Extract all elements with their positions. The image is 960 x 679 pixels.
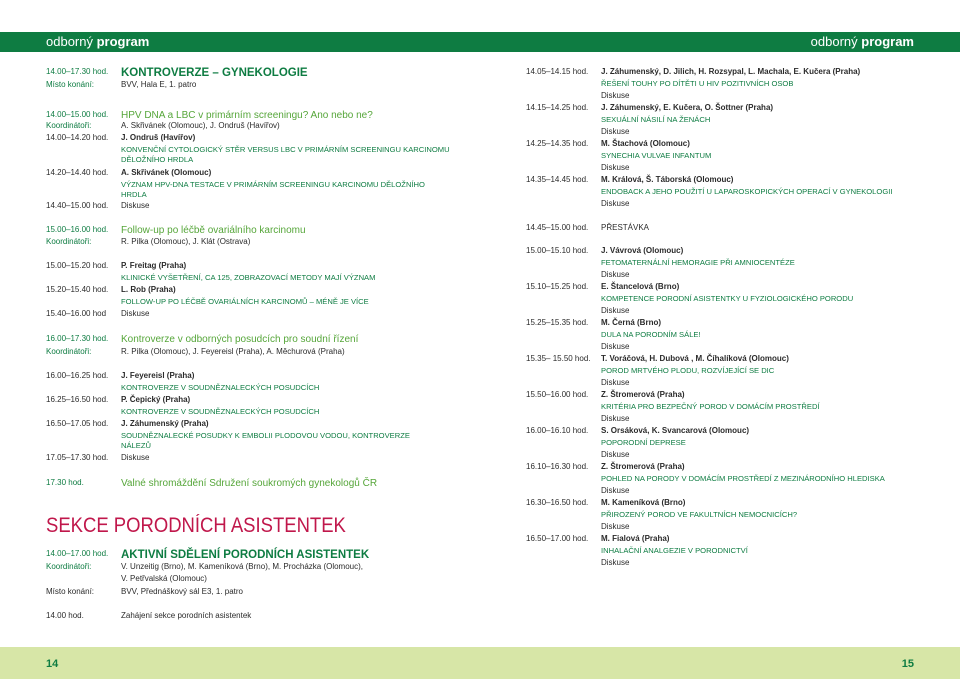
- header-word1-right: odborný: [810, 34, 858, 49]
- s4-i1-speaker: P. Čepický (Praha): [121, 395, 191, 404]
- s4-time: 16.00–17.30 hod.: [46, 334, 109, 343]
- s2-i0-speaker: J. Ondruš (Havířov): [121, 133, 196, 142]
- q4-time: 15.50–16.00 hod.: [526, 390, 589, 399]
- q5-speaker: S. Orsáková, K. Svancarová (Olomouc): [601, 426, 750, 435]
- s3-title: Follow-up po léčbě ovariálního karcinomu: [121, 225, 306, 236]
- q6-disc: Diskuse: [601, 486, 630, 495]
- header-bar-right: [480, 32, 960, 52]
- s3-coord: R. Pilka (Olomouc), J. Klát (Ostrava): [121, 237, 251, 246]
- s3-i1-time: 15.20–15.40 hod.: [46, 285, 109, 294]
- s2-i2-speaker: Diskuse: [121, 201, 150, 210]
- s4-i3-speaker: Diskuse: [121, 453, 150, 462]
- q3-disc: Diskuse: [601, 378, 630, 387]
- s6-place-label: Místo konání:: [46, 587, 95, 596]
- s1-place: BVV, Hala E, 1. patro: [121, 80, 197, 89]
- s3-i0-time: 15.00–15.20 hod.: [46, 261, 109, 270]
- s2-i0-time: 14.00–14.20 hod.: [46, 133, 109, 142]
- q0-time: 15.00–15.10 hod.: [526, 246, 589, 255]
- r3-speaker: M. Králová, Š. Táborská (Olomouc): [601, 175, 734, 184]
- q8-speaker: M. Fialová (Praha): [601, 534, 670, 543]
- q2-speaker: M. Černá (Brno): [601, 318, 661, 327]
- r2-speaker: M. Štachová (Olomouc): [601, 139, 690, 148]
- s2-time: 14.00–15.00 hod.: [46, 110, 109, 119]
- s2-i1-topic: VÝZNAM HPV-DNA TESTACE V PRIMÁRNÍM SCREENINGU KARCINOMU DĚLOŽNÍHO HRDLA: [121, 180, 425, 199]
- r3-disc: Diskuse: [601, 199, 630, 208]
- r1-time: 14.15–14.25 hod.: [526, 103, 589, 112]
- q4-disc: Diskuse: [601, 414, 630, 423]
- page-number-left: 14: [46, 658, 59, 670]
- s4-i3-time: 17.05–17.30 hod.: [46, 453, 109, 462]
- s5-title: Valné shromáždění Sdružení soukromých gynekologů ČR: [121, 478, 378, 489]
- page-number-right: 15: [901, 658, 914, 670]
- s1-time: 14.00–17.30 hod.: [46, 67, 109, 76]
- s4-coord: R. Pilka (Olomouc), J. Feyereisl (Praha), A. Měchurová (Praha): [121, 347, 345, 356]
- s3-i1-topic: FOLLOW-UP PO LÉČBĚ OVARIÁLNÍCH KARCINOMŮ – MÉNĚ JE VÍCE: [121, 297, 369, 306]
- q7-topic: PŘIROZENÝ POROD VE FAKULTNÍCH NEMOCNICÍCH?: [601, 510, 798, 519]
- q7-time: 16.30–16.50 hod.: [526, 498, 589, 507]
- r0-speaker: J. Záhumenský, D. Jilich, H. Rozsypal, L. Machala, E. Kučera (Praha): [601, 67, 861, 76]
- footer-left: [0, 647, 480, 679]
- q8-disc: Diskuse: [601, 558, 630, 567]
- q8-topic: INHALAČNÍ ANALGEZIE V PORODNICTVÍ: [601, 546, 748, 555]
- s3-i0-speaker: P. Freitag (Praha): [121, 261, 187, 270]
- q1-disc: Diskuse: [601, 306, 630, 315]
- s4-coord-label: Koordinátoři:: [46, 347, 92, 356]
- s2-title: HPV DNA a LBC v primárním screeningu? Ano nebo ne?: [121, 110, 373, 121]
- r1-speaker: J. Záhumenský, E. Kučera, O. Šottner (Praha): [601, 103, 774, 112]
- header-word1-left: odborný: [46, 34, 93, 49]
- q5-disc: Diskuse: [601, 450, 630, 459]
- s6-place: BVV, Přednáškový sál E3, 1. patro: [121, 587, 243, 596]
- s1-place-label: Místo konání:: [46, 80, 95, 89]
- s3-i2-time: 15.40–16.00 hod: [46, 309, 107, 318]
- s4-i2-topic: SOUDNĚZNALECKÉ POSUDKY K EMBOLII PLODOVOU VODOU, KONTROVERZE NÁLEZŮ: [121, 431, 410, 450]
- r0-disc: Diskuse: [601, 91, 630, 100]
- q0-disc: Diskuse: [601, 270, 630, 279]
- q3-speaker: T. Voráčová, H. Dubová , M. Číhalíková (Olomouc): [601, 354, 789, 363]
- s4-i2-time: 16.50–17.05 hod.: [46, 419, 109, 428]
- s4-title: Kontroverze v odborných posudcích pro soudní řízení: [121, 334, 359, 345]
- q7-speaker: M. Kameníková (Brno): [601, 498, 686, 507]
- s6-time: 14.00–17.00 hod.: [46, 549, 109, 558]
- r2-topic: SYNECHIA VULVAE INFANTUM: [601, 151, 712, 160]
- s5-time: 17.30 hod.: [46, 478, 84, 487]
- q4-speaker: Z. Štromerová (Praha): [601, 390, 685, 399]
- q1-speaker: E. Štancelová (Brno): [601, 282, 680, 291]
- s3-i0-topic: KLINICKÉ VYŠETŘENÍ, CA 125, ZOBRAZOVACÍ METODY MAJÍ VÝZNAM: [121, 273, 376, 282]
- s1-title: KONTROVERZE – GYNEKOLOGIE: [121, 67, 308, 79]
- s7-title: Zahájení sekce porodních asistentek: [121, 611, 252, 620]
- s2-coord: A. Skřivánek (Olomouc), J. Ondruš (Havířov): [121, 121, 280, 130]
- s2-i0-topic: KONVENČNÍ CYTOLOGICKÝ STĚR VERSUS LBC V PRIMÁRNÍM SCREENINGU KARCINOMU DĚLOŽNÍHO HRDLA: [121, 145, 450, 164]
- q0-topic: FETOMATERNÁLNÍ HEMORAGIE PŘI AMNIOCENTÉZE: [601, 258, 795, 267]
- footer-right: [480, 647, 960, 679]
- q4-topic: KRITÉRIA PRO BEZPEČNÝ POROD V DOMÁCÍM PROSTŘEDÍ: [601, 402, 820, 411]
- q5-topic: POPORODNÍ DEPRESE: [601, 438, 686, 447]
- q6-speaker: Z. Štromerová (Praha): [601, 462, 685, 471]
- pause-time: 14.45–15.00 hod.: [526, 223, 589, 232]
- r3-topic: ENDOBACK A JEHO POUŽITÍ U LAPAROSKOPICKÝCH OPERACÍ V GYNEKOLOGII: [601, 187, 893, 196]
- s4-i0-speaker: J. Feyereisl (Praha): [121, 371, 195, 380]
- r3-time: 14.35–14.45 hod.: [526, 175, 589, 184]
- q2-time: 15.25–15.35 hod.: [526, 318, 589, 327]
- header-bar-left: [0, 32, 480, 52]
- r1-topic: SEXUÁLNÍ NÁSILÍ NA ŽENÁCH: [601, 115, 711, 124]
- s3-i2-speaker: Diskuse: [121, 309, 150, 318]
- s2-i1-time: 14.20–14.40 hod.: [46, 168, 109, 177]
- q3-topic: POROD MRTVÉHO PLODU, ROZVÍJEJÍCÍ SE DIC: [601, 366, 775, 375]
- q3-time: 15.35– 15.50 hod.: [526, 354, 591, 363]
- s2-i1-speaker: A. Skřivánek (Olomouc): [121, 168, 212, 177]
- s2-coord-label: Koordinátoři:: [46, 121, 92, 130]
- q0-speaker: J. Vávrová (Olomouc): [601, 246, 684, 255]
- s6-coord-label: Koordinátoři:: [46, 562, 92, 571]
- q5-time: 16.00–16.10 hod.: [526, 426, 589, 435]
- q7-disc: Diskuse: [601, 522, 630, 531]
- q6-topic: POHLED NA PORODY V DOMÁCÍM PROSTŘEDÍ Z MEZINÁRODNÍHO HLEDISKA: [601, 474, 885, 483]
- s3-i1-speaker: L. Rob (Praha): [121, 285, 176, 294]
- s2-i2-time: 14.40–15.00 hod.: [46, 201, 109, 210]
- s4-i1-topic: KONTROVERZE V SOUDNĚZNALECKÝCH POSUDCÍCH: [121, 407, 320, 416]
- s3-coord-label: Koordinátoři:: [46, 237, 92, 246]
- r1-disc: Diskuse: [601, 127, 630, 136]
- r2-time: 14.25–14.35 hod.: [526, 139, 589, 148]
- pause-label: PŘESTÁVKA: [601, 223, 650, 232]
- s6-coord1: V. Unzeitig (Brno), M. Kameníková (Brno), M. Procházka (Olomouc),: [121, 562, 364, 571]
- s4-i0-topic: KONTROVERZE V SOUDNĚZNALECKÝCH POSUDCÍCH: [121, 383, 320, 392]
- s4-i1-time: 16.25–16.50 hod.: [46, 395, 109, 404]
- q8-time: 16.50–17.00 hod.: [526, 534, 589, 543]
- s7-time: 14.00 hod.: [46, 611, 84, 620]
- q1-topic: KOMPETENCE PORODNÍ ASISTENTKY U FYZIOLOGICKÉHO PORODU: [601, 294, 854, 303]
- r0-topic: ŘEŠENÍ TOUHY PO DÍTĚTI U HIV POZITIVNÍCH OSOB: [601, 79, 794, 88]
- r0-time: 14.05–14.15 hod.: [526, 67, 589, 76]
- q2-disc: Diskuse: [601, 342, 630, 351]
- s4-i0-time: 16.00–16.25 hod.: [46, 371, 109, 380]
- s6-coord2: V. Petřvalská (Olomouc): [121, 574, 207, 583]
- q2-topic: DULA NA PORODNÍM SÁLE!: [601, 330, 701, 339]
- s3-time: 15.00–16.00 hod.: [46, 225, 109, 234]
- s6-title: AKTIVNÍ SDĚLENÍ PORODNÍCH ASISTENTEK: [121, 549, 370, 561]
- r2-disc: Diskuse: [601, 163, 630, 172]
- s4-i2-speaker: J. Záhumenský (Praha): [121, 419, 209, 428]
- q6-time: 16.10–16.30 hod.: [526, 462, 589, 471]
- header-word2-right: program: [861, 34, 914, 49]
- q1-time: 15.10–15.25 hod.: [526, 282, 589, 291]
- header-word2-left: program: [96, 34, 150, 49]
- section-heading: SEKCE PORODNÍCH ASISTENTEK: [46, 514, 346, 537]
